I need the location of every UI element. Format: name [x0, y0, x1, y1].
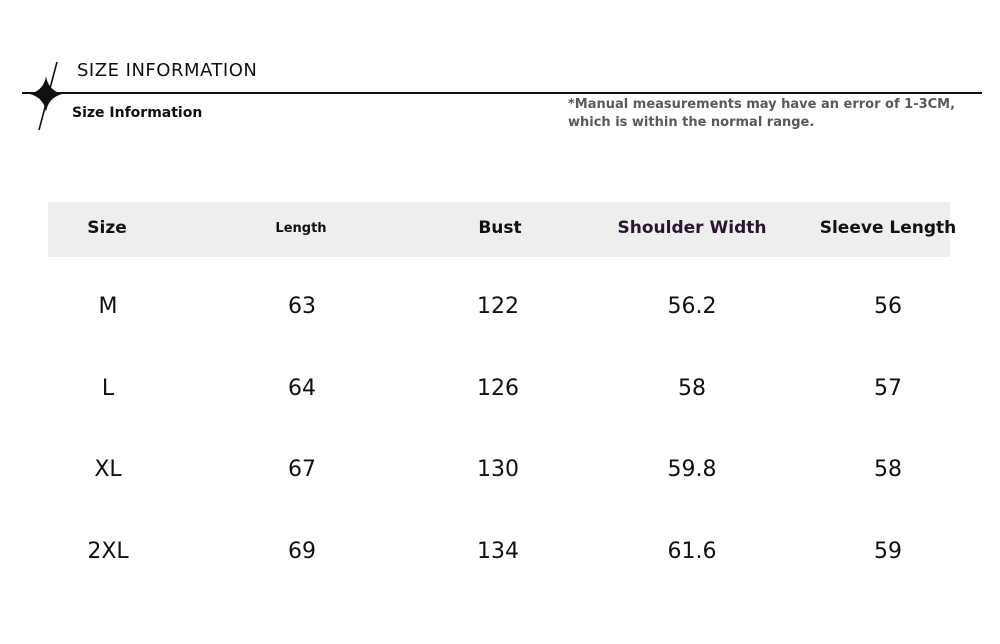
table-cell-sleeve-length: 58	[874, 457, 902, 482]
measurement-note: *Manual measurements may have an error of 1-3CM, which is within the normal range.	[568, 97, 956, 130]
table-cell-length: 63	[288, 294, 316, 319]
table-cell-size: L	[101, 376, 115, 401]
table-cell-shoulder-width: 59.8	[667, 457, 717, 482]
table-cell-sleeve-length: 59	[874, 539, 902, 564]
table-cell-bust: 122	[477, 294, 519, 319]
table-cell-bust: 134	[477, 539, 519, 564]
column-header-length: Length	[275, 221, 327, 236]
column-header-sleeve-length: Sleeve Length	[819, 218, 957, 238]
table-cell-size: 2XL	[87, 539, 129, 564]
table-cell-shoulder-width: 61.6	[667, 539, 717, 564]
table-cell-bust: 130	[477, 457, 519, 482]
header-divider	[22, 92, 982, 94]
table-cell-shoulder-width: 56.2	[667, 294, 717, 319]
section-title: SIZE INFORMATION	[77, 60, 258, 81]
star-sparkle-icon	[28, 60, 68, 132]
table-cell-bust: 126	[477, 376, 519, 401]
table-cell-length: 69	[288, 539, 316, 564]
table-cell-shoulder-width: 58	[678, 376, 706, 401]
section-subtitle: Size Information	[72, 105, 203, 121]
table-cell-sleeve-length: 57	[874, 376, 902, 401]
table-cell-size: XL	[94, 457, 122, 482]
column-header-bust: Bust	[478, 218, 522, 238]
column-header-shoulder-width: Shoulder Width	[617, 218, 767, 238]
table-cell-length: 64	[288, 376, 316, 401]
table-cell-sleeve-length: 56	[874, 294, 902, 319]
table-cell-size: M	[98, 294, 118, 319]
table-cell-length: 67	[288, 457, 316, 482]
column-header-size: Size	[87, 218, 127, 238]
